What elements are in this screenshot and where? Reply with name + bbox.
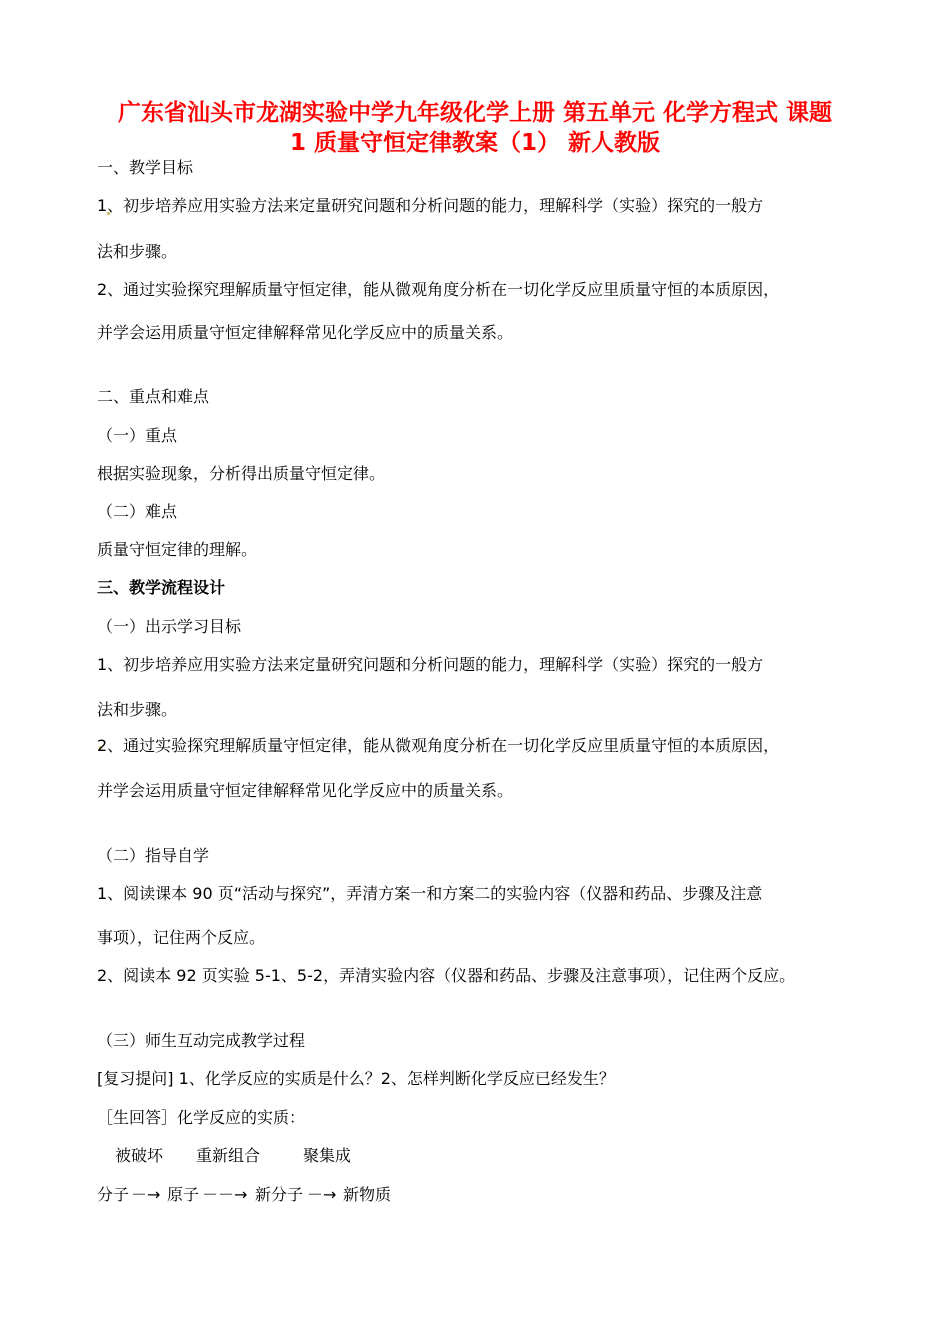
self-study-heading: （二）指导自学 [97,846,210,865]
chain-arrow-2: －－→ [202,1185,248,1204]
show-goal-1-line-2: 法和步骤。 [97,700,178,719]
self-study-2-line-1: 2、阅读本 92 页实验 5-1、5-2，弄清实验内容（仪器和药品、步骤及注意事项），记住两个反应。 [97,966,796,985]
interaction-heading: （三）师生互动完成教学过程 [97,1031,306,1050]
key-point-heading: （一）重点 [97,426,178,445]
section-1-heading: 一、教学目标 [97,158,194,177]
goal-2-line-2: 并学会运用质量守恒定律解释常见化学反应中的质量关系。 [97,323,514,342]
section-2-heading: 二、重点和难点 [97,387,210,406]
difficulty-text: 质量守恒定律的理解。 [97,540,258,559]
document-title-line-1: 广东省汕头市龙湖实验中学九年级化学上册 第五单元 化学方程式 课题 [117,100,833,126]
show-goal-2-line-1: 2、通过实验探究理解质量守恒定律，能从微观角度分析在一切化学反应里质量守恒的本质原因， [97,736,780,755]
self-study-1-line-2: 事项），记住两个反应。 [97,928,266,947]
student-answer: ［生回答］化学反应的实质： [97,1108,306,1127]
chain-arrow-3: －→ [307,1185,337,1204]
chain-new-substance: 新物质 [343,1185,392,1204]
label-gather: 聚集成 [303,1146,352,1165]
reaction-step-labels [97,1146,497,1166]
chain-arrow-1: －→ [131,1185,161,1204]
key-point-text: 根据实验现象，分析得出质量守恒定律。 [97,464,386,483]
section-3-heading: 三、教学流程设计 [97,578,226,597]
label-recombine: 重新组合 [196,1146,261,1165]
show-goals-heading: （一）出示学习目标 [97,617,242,636]
chain-molecule: 分子 [97,1185,130,1204]
reaction-chain [97,1185,497,1205]
self-study-1-line-1: 1、阅读课本 90 页“活动与探究”，弄清方案一和方案二的实验内容（仪器和药品、步骤及注意 [97,884,763,903]
label-destroyed: 被破坏 [115,1146,164,1165]
goal-2-line-1: 2、通过实验探究理解质量守恒定律，能从微观角度分析在一切化学反应里质量守恒的本质原因， [97,280,780,299]
chain-new-molecule: 新分子 [255,1185,304,1204]
review-question: [复习提问] 1、化学反应的实质是什么？2、怎样判断化学反应已经发生？ [97,1069,615,1088]
show-goal-2-line-2: 并学会运用质量守恒定律解释常见化学反应中的质量关系。 [97,781,514,800]
difficulty-heading: （二）难点 [97,502,178,521]
show-goal-1-line-1: 1、初步培养应用实验方法来定量研究问题和分析问题的能力，理解科学（实验）探究的一般方 [97,655,764,674]
chain-atom: 原子 [167,1185,200,1204]
document-title-line-2: 1 质量守恒定律教案（1） 新人教版 [289,130,661,156]
goal-1-line-1: 1、初步培养应用实验方法来定量研究问题和分析问题的能力，理解科学（实验）探究的一般方 [97,196,764,215]
goal-1-line-2: 法和步骤。 [97,242,178,261]
